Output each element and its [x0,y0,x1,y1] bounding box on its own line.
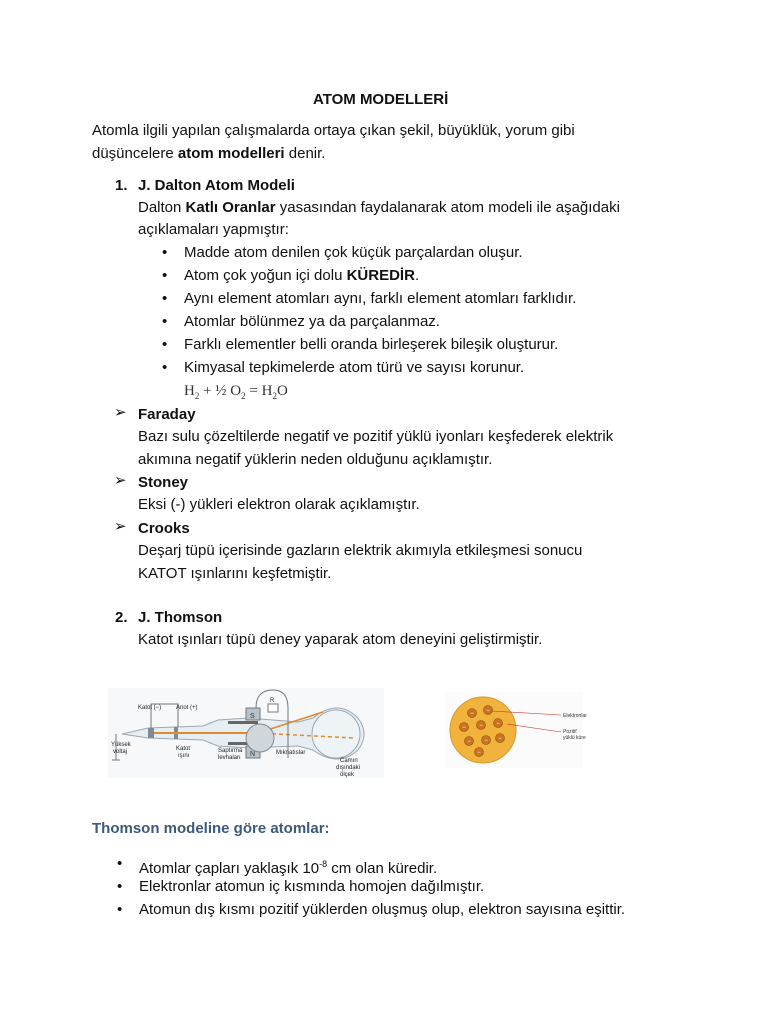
crooks-line-1: Deşarj tüpü içerisinde gazların elektrik akımıyla etkileşmesi sonucu [138,542,583,559]
label-yuksek: Yüksek [111,742,131,748]
svg-text:−: − [486,708,490,714]
svg-text:−: − [498,736,502,742]
thomson-desc: Katot ışınları tüpü deney yaparak atom deneyini geliştirmiştir. [138,631,543,648]
crooks-line-2: KATOT ışınlarını keşfetmiştir. [138,565,332,582]
svg-text:−: − [496,721,500,727]
r-label: R [270,698,275,704]
faraday-line-1: Bazı sulu çözeltilerde negatif ve pozitif yüklü iyonları keşfederek elektrik [138,428,614,445]
label-miknatis: Mıknatıslar [276,750,306,756]
model-bullet-1: • Atomlar çapları yaklaşık $10^{-8}$ cm olan küredir. [139,853,437,880]
dalton-bullet-2: • Atom çok yoğun içi dolu KÜREDİR. [184,265,419,287]
equation: $H_2$ + ½ $O_2 = H_2O$ [184,383,288,401]
dalton-bullet-3: • Aynı element atomları aynı, farklı element atomları farklıdır. [184,288,576,310]
intro-line-2: düşüncelere atom modelleri denir. [92,145,326,162]
label-pozitif: Pozitif [563,729,577,735]
dalton-desc: Dalton Katlı Oranlar yasasından faydalanarak atom modeli ile aşağıdaki [138,199,620,216]
label-katot-isini-2: ışını [178,753,190,759]
dalton-bullet-6: • Kimyasal tepkimelerde atom türü ve sayısı korunur. [184,357,524,379]
svg-text:−: − [479,723,483,729]
faraday-line-2: akımına negatif yüklerin neden olduğunu açıklamıştır. [138,451,493,468]
plum-pudding-atom-diagram [445,692,587,768]
label-camin-3: ölçek [340,772,355,778]
svg-text:−: − [470,711,474,717]
label-elektronlar: Elektronlar [563,713,587,719]
dalton-bullet-5: • Farklı elementler belli oranda birleşerek bileşik oluşturur. [184,334,558,356]
svg-text:−: − [484,738,488,744]
page-title: ATOM MODELLERİ [313,91,449,108]
svg-text:−: − [462,725,466,731]
arrow-icon: ➢ [114,472,127,489]
model-section-heading: Thomson modeline göre atomlar: [92,820,330,837]
intro-bold-term: atom modelleri [177,145,285,162]
label-voltaj: voltaj [113,749,128,755]
arrow-icon: ➢ [114,518,127,535]
svg-text:−: − [467,739,471,745]
dalton-bullet-1: • Madde atom denilen çok küçük parçalardan oluşur. [184,242,523,264]
dalton-bullet-4: • Atomlar bölünmez ya da parçalanmaz. [184,311,440,333]
intro-line-1: Atomla ilgili yapılan çalışmalarda ortaya çıkan şekil, büyüklük, yorum gibi [92,122,575,139]
label-saptirma-2: levhaları [218,755,241,761]
label-saptirma: Saptırma [218,748,243,754]
thomson-number: 2. [115,609,128,626]
arrow-icon: ➢ [114,404,127,421]
magnet-s-label: S [250,713,255,720]
dalton-heading: J. Dalton Atom Modeli [138,177,295,194]
label-camin: Camın [340,758,358,764]
label-katot-isini: Katot [176,746,191,752]
label-pozitif-2: yüklü küre [563,735,586,741]
label-camin-2: dışındaki [336,765,361,771]
svg-text:−: − [477,750,481,756]
dalton-desc-2: açıklamaları yapmıştır: [138,221,289,238]
thomson-heading: J. Thomson [138,609,223,626]
label-anot: Anot (+) [176,705,198,711]
stoney-line-1: Eksi (-) yükleri elektron olarak açıklamıştır. [138,496,420,513]
magnet-n-label: N [250,751,256,758]
stoney-heading: Stoney [138,474,189,491]
crooks-heading: Crooks [138,520,190,537]
model-bullet-2: • Elektronlar atomun iç kısmında homojen dağılmıştır. [139,876,484,898]
cathode-ray-tube-diagram [108,688,384,778]
dalton-number: 1. [115,177,128,194]
model-bullet-3: • Atomun dış kısmı pozitif yüklerden oluşmuş olup, elektron sayısına eşittir. [139,899,625,921]
faraday-heading: Faraday [138,406,196,423]
label-katot: Katot (−) [138,705,162,711]
